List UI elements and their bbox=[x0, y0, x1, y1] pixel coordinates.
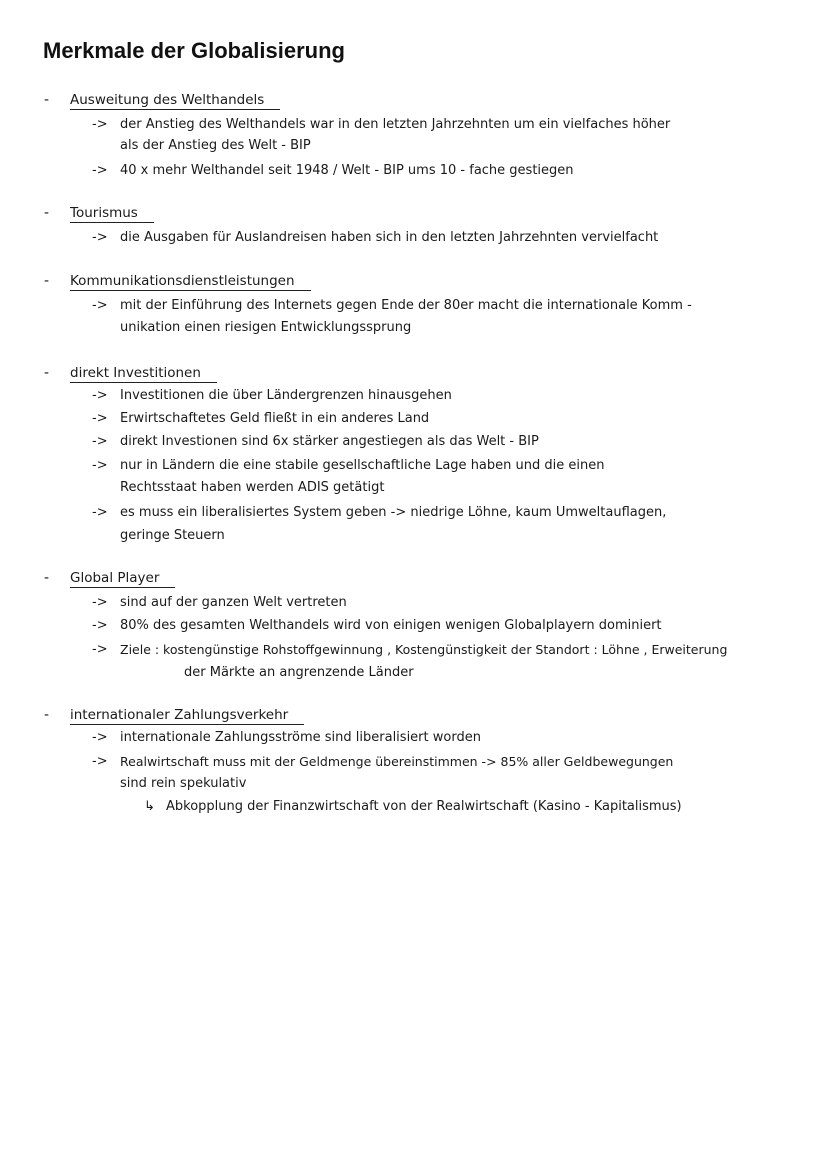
bullet-text: sind auf der ganzen Welt vertreten bbox=[120, 595, 347, 610]
bullet-text: es muss ein liberalisiertes System geben -> niedrige Löhne, kaum Umweltauflagen, bbox=[120, 505, 667, 520]
bullet-text: Ziele : kostengünstige Rohstoffgewinnung , Kostengünstigkeit der Standort : Löhne , Erweiterung bbox=[120, 642, 728, 657]
bullet-text: internationale Zahlungsströme sind liberalisiert worden bbox=[120, 730, 481, 745]
section-dash: - bbox=[44, 273, 50, 289]
section-heading: Ausweitung des Welthandels bbox=[70, 92, 280, 110]
arrow-icon: -> bbox=[92, 163, 108, 178]
bullet-text-cont: sind rein spekulativ bbox=[120, 776, 247, 791]
arrow-icon: -> bbox=[92, 298, 108, 313]
section-dash: - bbox=[44, 92, 50, 108]
arrow-icon: -> bbox=[92, 458, 108, 473]
bullet-text-cont: der Märkte an angrenzende Länder bbox=[184, 665, 414, 680]
bullet-text: Realwirtschaft muss mit der Geldmenge übereinstimmen -> 85% aller Geldbewegungen bbox=[120, 754, 674, 769]
arrow-icon: -> bbox=[92, 388, 108, 403]
bullet-text: mit der Einführung des Internets gegen Ende der 80er macht die internationale Komm - bbox=[120, 298, 692, 313]
bullet-text: direkt Investionen sind 6x stärker angestiegen als das Welt - BIP bbox=[120, 434, 539, 449]
section-dash: - bbox=[44, 570, 50, 586]
section-heading: internationaler Zahlungsverkehr bbox=[70, 707, 304, 725]
arrow-icon: -> bbox=[92, 434, 108, 449]
section-heading: Kommunikationsdienstleistungen bbox=[70, 273, 311, 291]
section-dash: - bbox=[44, 365, 50, 381]
arrow-icon: -> bbox=[92, 230, 108, 245]
arrow-icon: -> bbox=[92, 730, 108, 745]
bullet-text: Erwirtschaftetes Geld fließt in ein anderes Land bbox=[120, 411, 430, 426]
arrow-icon: -> bbox=[92, 595, 108, 610]
bullet-text: nur in Ländern die eine stabile gesellschaftliche Lage haben und die einen bbox=[120, 458, 605, 473]
arrow-icon: -> bbox=[92, 642, 108, 657]
section-dash: - bbox=[44, 205, 50, 221]
arrow-icon: -> bbox=[92, 618, 108, 633]
bullet-text-cont: Rechtsstaat haben werden ADIS getätigt bbox=[120, 480, 385, 495]
section-heading: Global Player bbox=[70, 570, 175, 588]
bullet-text: 80% des gesamten Welthandels wird von einigen wenigen Globalplayern dominiert bbox=[120, 618, 662, 633]
section-heading: direkt Investitionen bbox=[70, 365, 217, 383]
arrow-icon: -> bbox=[92, 411, 108, 426]
bullet-text: 40 x mehr Welthandel seit 1948 / Welt - BIP ums 10 - fache gestiegen bbox=[120, 163, 574, 178]
section-dash: - bbox=[44, 707, 50, 723]
arrow-icon: -> bbox=[92, 754, 108, 769]
sub-arrow-icon: ↳ bbox=[144, 799, 155, 814]
sub-bullet-text: Abkopplung der Finanzwirtschaft von der Realwirtschaft (Kasino - Kapitalismus) bbox=[166, 799, 682, 814]
section-heading: Tourismus bbox=[70, 205, 154, 223]
bullet-text: Investitionen die über Ländergrenzen hinausgehen bbox=[120, 388, 452, 403]
arrow-icon: -> bbox=[92, 117, 108, 132]
arrow-icon: -> bbox=[92, 505, 108, 520]
bullet-text-cont: geringe Steuern bbox=[120, 528, 225, 543]
bullet-text-cont: unikation einen riesigen Entwicklungssprung bbox=[120, 320, 412, 335]
bullet-text: der Anstieg des Welthandels war in den letzten Jahrzehnten um ein vielfaches höher bbox=[120, 117, 671, 132]
page-title: Merkmale der Globalisierung bbox=[43, 38, 345, 63]
bullet-text-cont: als der Anstieg des Welt - BIP bbox=[120, 138, 311, 153]
bullet-text: die Ausgaben für Auslandreisen haben sich in den letzten Jahrzehnten vervielfacht bbox=[120, 230, 659, 245]
